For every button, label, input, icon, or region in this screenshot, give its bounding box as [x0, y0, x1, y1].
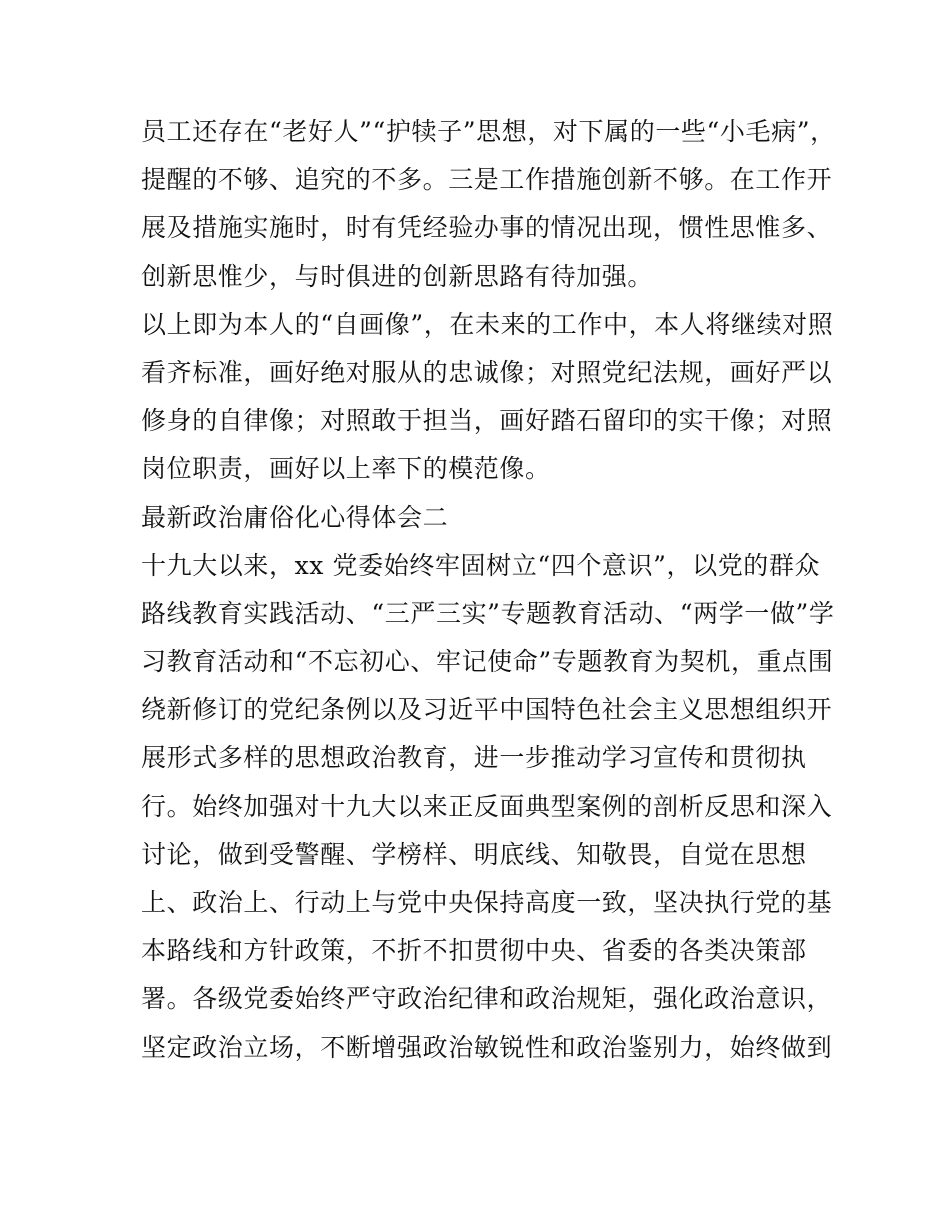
- text-line: 岗位职责，画好以上率下的模范像。: [141, 454, 551, 484]
- text-line: 行。始终加强对十九大以来正反面典型案例的剖析反思和深入: [141, 791, 833, 821]
- text-line: 修身的自律像；对照敢于担当，画好踏石留印的实干像；对照: [141, 406, 833, 436]
- section-heading: 最新政治庸俗化心得体会二: [141, 502, 449, 532]
- text-line: 上、政治上、行动上与党中央保持高度一致，坚决执行党的基: [141, 888, 833, 917]
- text-line: 署。各级党委始终严守政治纪律和政治规矩，强化政治意识，: [141, 984, 833, 1014]
- text-line: 提醒的不够、追究的不多。三是工作措施创新不够。在工作开: [141, 165, 833, 195]
- document-body: [141, 108, 836, 1072]
- text-line: 展形式多样的思想政治教育，进一步推动学习宣传和贯彻执: [141, 743, 807, 773]
- text-line: 以上即为本人的“自画像”，在未来的工作中，本人将继续对照: [141, 309, 834, 339]
- text-line: 绕新修订的党纪条例以及习近平中国特色社会主义思想组织开: [141, 695, 833, 725]
- text-line: 创新思惟少，与时俱进的创新思路有待加强。: [141, 261, 654, 291]
- text-line: 习教育活动和“不忘初心、牢记使命”专题教育为契机，重点围: [141, 647, 834, 677]
- text-line: 展及措施实施时，时有凭经验办事的情况出现，惯性思惟多、: [141, 213, 833, 243]
- text-line: 讨论，做到受警醒、学榜样、明底线、知敬畏，自觉在思想: [141, 839, 807, 869]
- text-line: 本路线和方针政策，不折不扣贯彻中央、省委的各类决策部: [141, 936, 807, 966]
- text-line: 十九大以来，xx 党委始终牢固树立“四个意识”，以党的群众: [141, 550, 821, 580]
- text-line: 坚定政治立场，不断增强政治敏锐性和政治鉴别力，始终做到: [141, 1032, 833, 1062]
- text-line: 看齐标准，画好绝对服从的忠诚像；对照党纪法规，画好严以: [141, 357, 833, 387]
- text-line: 路线教育实践活动、“三严三实”专题教育活动、“两学一做”学: [141, 598, 835, 628]
- text-line: 员工还存在“老好人”“护犊子”思想，对下属的一些“小毛病”，: [141, 117, 836, 146]
